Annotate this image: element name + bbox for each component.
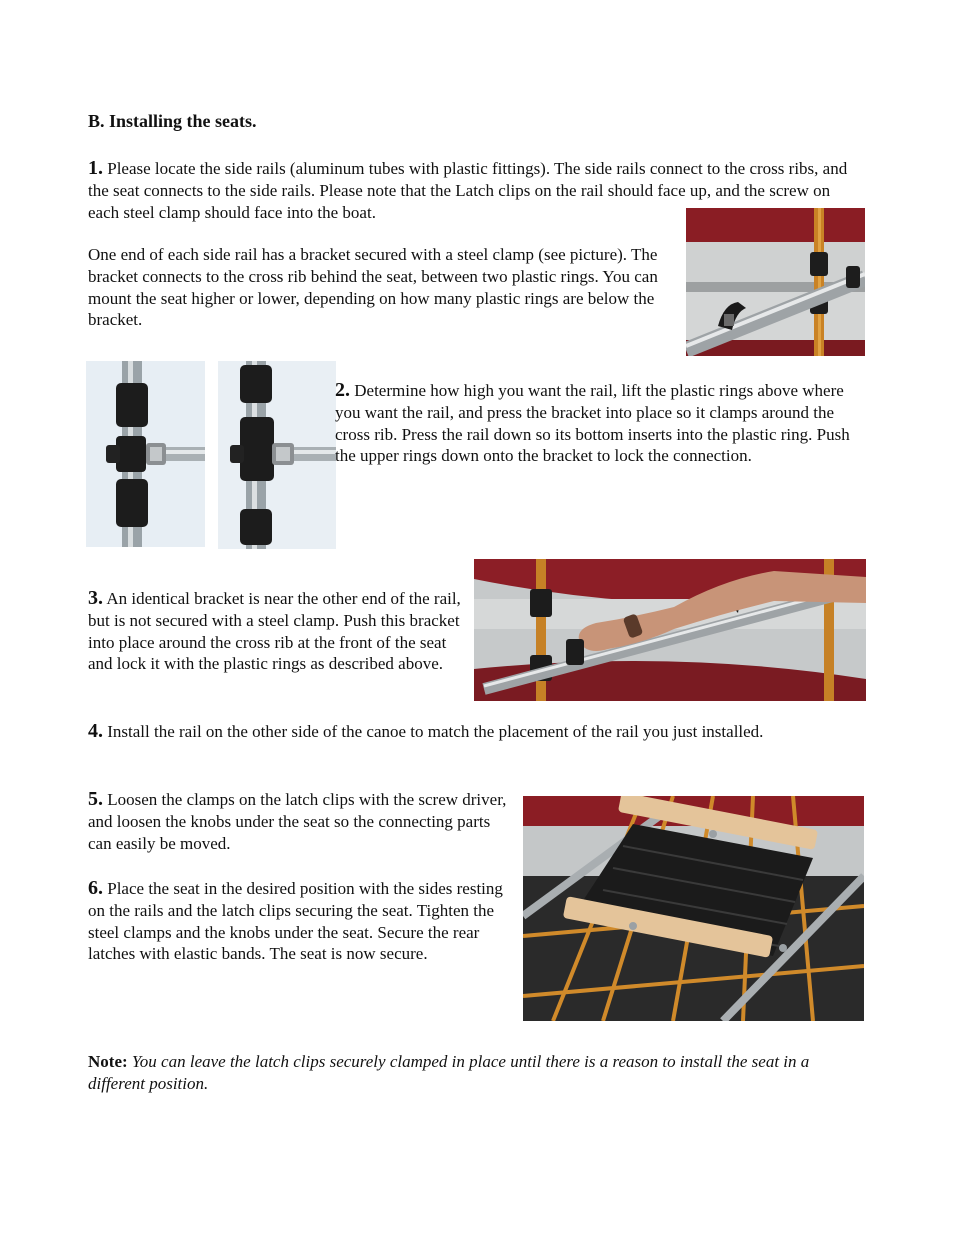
note-label: Note: — [88, 1052, 128, 1071]
note — [88, 1051, 862, 1095]
step-4 — [88, 721, 862, 743]
step-3-text: An identical bracket is near the other end of the rail, but is not secured with a steel clamp. Push this bracket into place around the cross rib at the front of the seat and lock it with the plastic rings as described above. — [88, 589, 461, 674]
step-2 — [335, 380, 857, 467]
photo-installed-seat — [523, 796, 864, 1021]
bracket-paragraph: One end of each side rail has a bracket secured with a steel clamp (see picture). The bracket connects to the cross rib behind the seat, between two plastic rings. You can mount the seat higher or lower, depending on how many plastic rings are below the bracket. — [88, 245, 658, 330]
step-4-number: 4. — [88, 720, 103, 742]
section-heading: B. Installing the seats. — [88, 111, 257, 131]
step-6 — [88, 878, 524, 965]
step-4-text: Install the rail on the other side of the canoe to match the placement of the rail you just installed. — [107, 722, 764, 741]
step-3-number: 3. — [88, 587, 103, 609]
step-2-text: Determine how high you want the rail, lift the plastic rings above where you want the rail, and press the bracket into place so it clamps around the cross rib. Press the rail down so its bottom inserts into the plastic ring. Push the upper rings down onto the bracket to lock the connection. — [335, 381, 850, 466]
step-5 — [88, 789, 508, 854]
step-6-text: Place the seat in the desired position with the sides resting on the rails and the latch clips securing the seat. Tighten the steel clamps and the knobs under the seat. Secure the rear latches with elastic bands. The seat is now secure. — [88, 879, 503, 964]
step-5-number: 5. — [88, 788, 103, 810]
photo-bracket-on-rib — [686, 208, 865, 356]
photo-rib-bracket-right — [218, 361, 336, 549]
step-1-number: 1. — [88, 157, 103, 179]
step-1-text: Please locate the side rails (aluminum tubes with plastic fittings). The side rails connect to the cross ribs, and the seat connects to the side rails. Please note that the Latch clips on the rail should face up, and the screw on each steel clamp should face into the boat. — [88, 159, 848, 222]
photo-rib-bracket-left — [86, 361, 205, 547]
step-3 — [88, 588, 474, 675]
step-6-number: 6. — [88, 877, 103, 899]
note-text: You can leave the latch clips securely clamped in place until there is a reason to install the seat in a different position. — [88, 1052, 810, 1093]
step-5-text: Loosen the clamps on the latch clips with the screw driver, and loosen the knobs under the seat so the connecting parts can easily be moved. — [88, 790, 507, 853]
photo-hand-installing-rail — [474, 559, 866, 701]
step-2-number: 2. — [335, 379, 350, 401]
